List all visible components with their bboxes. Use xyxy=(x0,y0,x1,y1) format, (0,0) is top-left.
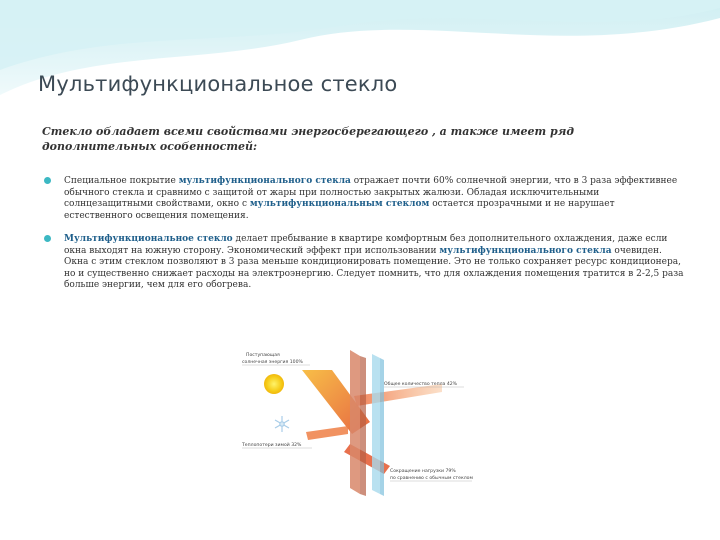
bullet-list xyxy=(44,176,684,304)
bullet2-text-2: очевиден. Окна с этим стеклом позволяют в 3 раза меньше кондиционировать помещение. Это не только сохраняет ресурс кондиционера, но и существенно снижает расходы на электроэнергию. Следует помнить, что для охлаждения помещения тратится в 2-2,5 раза больше энергии, чем для его обогрева. xyxy=(64,245,684,290)
bullet2-highlight-1: Мультифункциональное стекло xyxy=(64,234,233,244)
glass-frame-outer xyxy=(350,350,360,494)
label-load-reduction-line2: по сравнению с обычным стеклом xyxy=(390,476,473,481)
bullet1-text-1: Специальное покрытие xyxy=(64,176,179,186)
reflected-heat-ray xyxy=(306,426,348,440)
bullet-marker xyxy=(44,235,51,242)
label-incoming-energy-line1: Поступающая xyxy=(246,353,280,358)
bullet2-highlight-2: мультифункционального стекла xyxy=(439,245,612,256)
snowflake-icon xyxy=(275,416,289,432)
label-total-heat: Общее количество тепла 42% xyxy=(384,382,458,387)
label-incoming-energy-line2: солнечная энергия 100% xyxy=(242,360,303,365)
bullet1-highlight-2: мультифункциональным стеклом xyxy=(249,199,430,209)
intro-text: Стекло обладает всеми свойствами энергосберегающего , а также имеет ряд дополнительных особенностей: xyxy=(42,125,575,153)
bullet2-text-1: делает пребывание в квартире комфортным без дополнительного охлаждения, даже если окна выходят на южную сторону. Экономический эффект при использовании xyxy=(64,234,668,256)
label-winter-heat-loss: Теплопотери зимой 32% xyxy=(242,443,302,448)
bullet1-highlight-1: мультифункционального стекла xyxy=(178,176,351,186)
bullet-item-2 xyxy=(44,234,684,292)
glass-pane-edge xyxy=(380,358,384,496)
bullet-item-1 xyxy=(44,176,684,222)
glass-frame-edge xyxy=(360,356,366,496)
transmitted-heat-ray xyxy=(354,384,442,406)
glass-energy-diagram xyxy=(232,344,492,504)
sun-icon xyxy=(264,374,284,394)
glass-pane-inner xyxy=(372,354,380,494)
bullet-marker xyxy=(44,177,51,184)
bullet1-text-2: отражает почти 60% солнечной энергии, что в 3 раза эффективнее обычного стекла и сравнимо с защитой от жары при полностью закрытых жалюзи. Обладая исключительными солнцезащитными свойствами, окно с xyxy=(64,176,678,209)
bullet1-text-3: остается прозрачными и не нарушает естественного освещения помещения. xyxy=(64,199,615,221)
slide-title: Мультифункциональное стекло xyxy=(38,72,398,96)
label-load-reduction-line1: Сокращение нагрузки 79% xyxy=(390,469,456,474)
